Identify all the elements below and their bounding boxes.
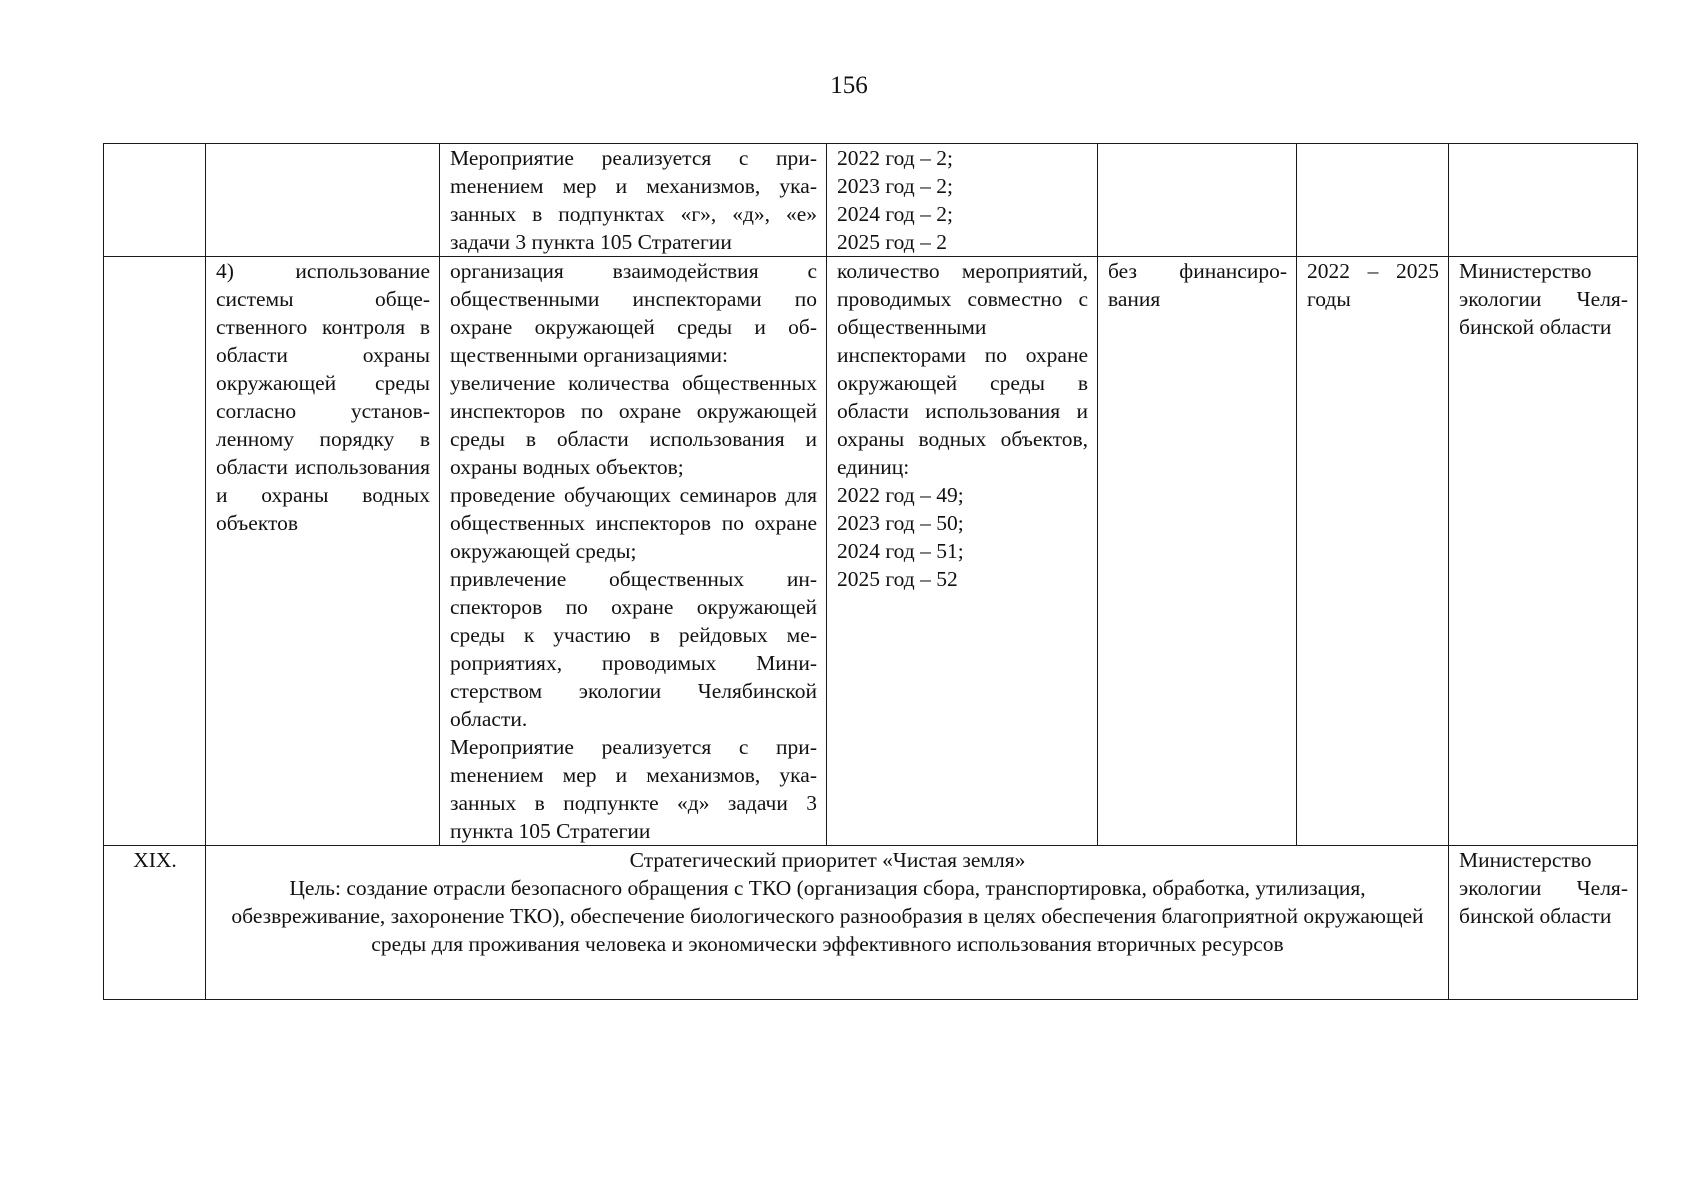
section-number-cell xyxy=(104,846,206,1000)
row2-indicator-line: 2022 год – 49; xyxy=(837,483,964,507)
row1-indicator-line: 2022 год – 2; xyxy=(837,146,953,170)
row2-measures-paragraph: увеличение количества общественных инспекторов по охране окружающей среды в области использования и охраны водных объектов; xyxy=(450,371,817,479)
section-number: XIX. xyxy=(133,848,177,872)
row1-measures-cell xyxy=(440,144,827,257)
row2-period-text: 2022 – 2025 годы xyxy=(1307,259,1439,311)
row1-indicator-line: 2023 год – 2; xyxy=(837,174,953,198)
row1-task-cell xyxy=(206,144,440,257)
row2-indicator-cell xyxy=(827,257,1098,846)
row1-funding-cell xyxy=(1098,144,1297,257)
section-heading-cell xyxy=(206,846,1449,1000)
row2-measures-cell xyxy=(440,257,827,846)
row1-responsible-cell xyxy=(1449,144,1638,257)
page-number: 156 xyxy=(830,72,868,99)
row1-measures-text: Мероприятие реализуется с приmенением мер и механизмов, указанных в подпунктах «г», «д», «е» задачи 3 пункта 105 Стратегии xyxy=(450,146,817,254)
row2-funding-cell xyxy=(1098,257,1297,846)
section-responsible-cell xyxy=(1449,846,1638,1000)
table-row xyxy=(104,846,1638,1000)
table-row xyxy=(104,144,1638,257)
row2-measures-paragraph: организация взаимодействия с общественными инспекторами по охране окружающей среды и общественными организациями: xyxy=(450,259,817,367)
row2-task-text: 4) использование системы общественного контроля в области охраны окружающей среды согласно установленному порядку в области использования и охраны водных объектов xyxy=(216,259,430,535)
section-responsible-text: Министерство экологии Челябинской области xyxy=(1459,848,1628,928)
row1-indicator-line: 2024 год – 2; xyxy=(837,202,953,226)
row2-indicator-line: 2024 год – 51; xyxy=(837,539,964,563)
row2-indicator-line: 2023 год – 50; xyxy=(837,511,964,535)
row2-responsible-text: Министерство экологии Челябинской области xyxy=(1459,259,1628,339)
section-title: Стратегический приоритет «Чистая земля» xyxy=(629,848,1026,872)
row2-measures-paragraph: проведение обучающих семинаров для общественных инспекторов по охране окружающей среды; xyxy=(450,483,817,563)
row2-period-cell xyxy=(1297,257,1449,846)
row2-measures-paragraph: привлечение общественных инспекторов по охране окружающей среды к участию в рейдовых мероприятиях, проводимых Министерством экологии Челябинской области. xyxy=(450,567,817,731)
row1-period-cell xyxy=(1297,144,1449,257)
row2-measures-paragraph: Мероприятие реализуется с приmенением мер и механизмов, указанных в подпункте «д» задачи 3 пункта 105 Стратегии xyxy=(450,735,817,843)
row2-indicator-text: количество мероприятий, проводимых совместно с общественными инспекторами по охране окружающей среды в области использования и охраны водных объектов, единиц: xyxy=(837,259,1088,479)
row2-funding-text: без финансирования xyxy=(1108,259,1287,311)
strategy-table xyxy=(103,143,1638,1000)
row2-task-cell xyxy=(206,257,440,846)
row2-indicator-line: 2025 год – 52 xyxy=(837,567,958,591)
row1-number-cell xyxy=(104,144,206,257)
row2-responsible-cell xyxy=(1449,257,1638,846)
row2-number-cell xyxy=(104,257,206,846)
row1-indicator-line: 2025 год – 2 xyxy=(837,230,947,254)
table-row xyxy=(104,257,1638,846)
row1-indicator-cell xyxy=(827,144,1098,257)
section-goal: Цель: создание отрасли безопасного обращения с ТКО (организация сбора, транспортировка, обработка, утилизация, обезвреживание, захоронение ТКО), обеспечение биологического разнообразия в целях обеспечения благоприятной окружающей среды для проживания человека и экономически эффективного использования вторичных ресурсов xyxy=(231,876,1424,956)
